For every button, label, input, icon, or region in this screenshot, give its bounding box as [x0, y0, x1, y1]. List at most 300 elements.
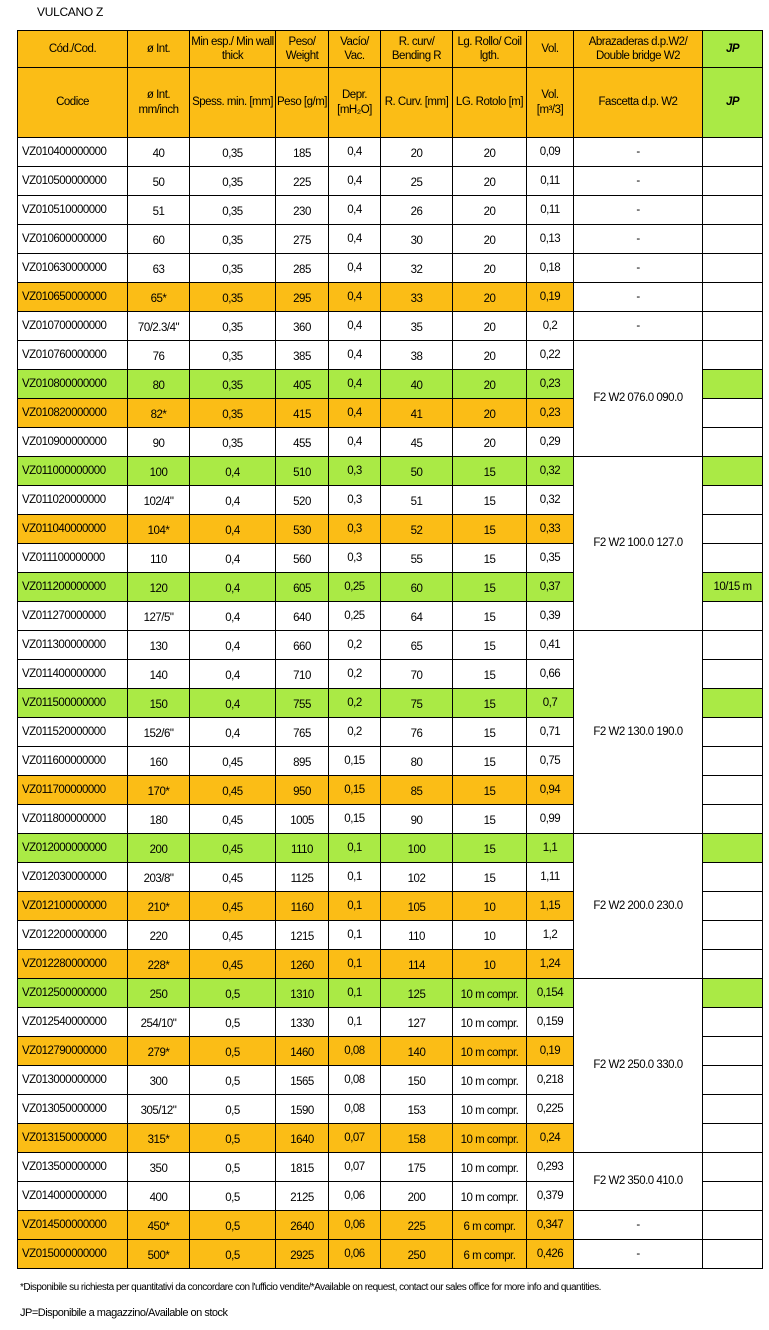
cell-volume: 1,15 [527, 892, 574, 921]
cell-thickness: 0,35 [190, 254, 276, 283]
footnote-jp: JP=Disponibile a magazzino/Available on stock [20, 1307, 228, 1319]
cell-jp [703, 1037, 763, 1066]
cell-thickness: 0,4 [190, 486, 276, 515]
table-row [18, 283, 763, 312]
cell-thickness: 0,4 [190, 573, 276, 602]
cell-thickness: 0,45 [190, 776, 276, 805]
cell-coil-length: 15 [453, 776, 527, 805]
cell-diameter: 450* [128, 1211, 190, 1240]
cell-jp [703, 428, 763, 457]
header-jp-secondary: JP [703, 68, 763, 138]
cell-jp [703, 1153, 763, 1182]
cell-weight: 605 [276, 573, 329, 602]
table-row [18, 1211, 763, 1240]
cell-volume: 0,75 [527, 747, 574, 776]
cell-volume: 0,94 [527, 776, 574, 805]
cell-diameter: 220 [128, 921, 190, 950]
cell-code: VZ011400000000 [18, 660, 128, 689]
cell-coil-length: 6 m compr. [453, 1240, 527, 1269]
product-spec-table [17, 30, 763, 1269]
cell-jp [703, 196, 763, 225]
cell-jp [703, 225, 763, 254]
cell-bending-radius: 158 [381, 1124, 453, 1153]
cell-coil-length: 15 [453, 718, 527, 747]
cell-vacuum: 0,07 [329, 1153, 381, 1182]
cell-thickness: 0,35 [190, 370, 276, 399]
cell-thickness: 0,4 [190, 544, 276, 573]
cell-coil-length: 20 [453, 254, 527, 283]
cell-code: VZ010800000000 [18, 370, 128, 399]
cell-jp [703, 457, 763, 486]
cell-weight: 1640 [276, 1124, 329, 1153]
cell-weight: 1565 [276, 1066, 329, 1095]
cell-vacuum: 0,4 [329, 167, 381, 196]
table-row [18, 631, 763, 660]
cell-diameter: 305/12" [128, 1095, 190, 1124]
cell-thickness: 0,5 [190, 979, 276, 1008]
cell-diameter: 60 [128, 225, 190, 254]
header-weight: Peso/ Weight [276, 31, 329, 68]
cell-bending-radius: 100 [381, 834, 453, 863]
cell-thickness: 0,45 [190, 921, 276, 950]
cell-volume: 0,35 [527, 544, 574, 573]
cell-bending-radius: 41 [381, 399, 453, 428]
cell-jp [703, 602, 763, 631]
cell-thickness: 0,35 [190, 225, 276, 254]
cell-bending-radius: 153 [381, 1095, 453, 1124]
cell-code: VZ014000000000 [18, 1182, 128, 1211]
cell-volume: 0,293 [527, 1153, 574, 1182]
cell-coil-length: 10 m compr. [453, 1095, 527, 1124]
cell-weight: 660 [276, 631, 329, 660]
cell-code: VZ011020000000 [18, 486, 128, 515]
cell-volume: 0,225 [527, 1095, 574, 1124]
cell-diameter: 180 [128, 805, 190, 834]
cell-diameter: 120 [128, 573, 190, 602]
header-diameter: ø Int. [128, 31, 190, 68]
cell-weight: 455 [276, 428, 329, 457]
cell-bending-radius: 45 [381, 428, 453, 457]
cell-vacuum: 0,4 [329, 283, 381, 312]
header-radius-unit: R. Curv. [mm] [381, 68, 453, 138]
cell-thickness: 0,35 [190, 312, 276, 341]
cell-diameter: 51 [128, 196, 190, 225]
cell-diameter: 254/10" [128, 1008, 190, 1037]
cell-vacuum: 0,15 [329, 747, 381, 776]
table-row [18, 834, 763, 863]
cell-coil-length: 15 [453, 747, 527, 776]
cell-diameter: 70/2.3/4" [128, 312, 190, 341]
cell-weight: 1260 [276, 950, 329, 979]
cell-coil-length: 10 m compr. [453, 1153, 527, 1182]
cell-code: VZ011520000000 [18, 718, 128, 747]
table-row [18, 1153, 763, 1182]
cell-volume: 0,154 [527, 979, 574, 1008]
table-row [18, 979, 763, 1008]
header-clamp: Abrazaderas d.p.W2/ Double bridge W2 [574, 31, 703, 68]
cell-vacuum: 0,2 [329, 689, 381, 718]
header-thickness-unit: Spess. min. [mm] [190, 68, 276, 138]
cell-diameter: 63 [128, 254, 190, 283]
cell-vacuum: 0,3 [329, 486, 381, 515]
cell-clamp-group: F2 W2 100.0 127.0 [574, 457, 703, 631]
cell-weight: 275 [276, 225, 329, 254]
cell-weight: 530 [276, 515, 329, 544]
cell-diameter: 82* [128, 399, 190, 428]
cell-code: VZ012030000000 [18, 863, 128, 892]
cell-jp [703, 660, 763, 689]
cell-vacuum: 0,3 [329, 457, 381, 486]
cell-coil-length: 15 [453, 573, 527, 602]
cell-weight: 1005 [276, 805, 329, 834]
cell-volume: 0,7 [527, 689, 574, 718]
cell-volume: 0,29 [527, 428, 574, 457]
header-row-primary [18, 31, 763, 68]
cell-code: VZ012280000000 [18, 950, 128, 979]
cell-clamp-group: F2 W2 350.0 410.0 [574, 1153, 703, 1211]
cell-vacuum: 0,1 [329, 979, 381, 1008]
cell-diameter: 228* [128, 950, 190, 979]
cell-diameter: 152/6" [128, 718, 190, 747]
cell-bending-radius: 33 [381, 283, 453, 312]
cell-weight: 755 [276, 689, 329, 718]
cell-bending-radius: 125 [381, 979, 453, 1008]
cell-jp [703, 805, 763, 834]
cell-vacuum: 0,1 [329, 892, 381, 921]
cell-volume: 0,347 [527, 1211, 574, 1240]
cell-coil-length: 15 [453, 486, 527, 515]
cell-bending-radius: 30 [381, 225, 453, 254]
cell-bending-radius: 110 [381, 921, 453, 950]
cell-volume: 0,37 [527, 573, 574, 602]
cell-thickness: 0,35 [190, 138, 276, 167]
cell-jp [703, 1095, 763, 1124]
cell-bending-radius: 26 [381, 196, 453, 225]
cell-weight: 1460 [276, 1037, 329, 1066]
cell-coil-length: 10 m compr. [453, 1124, 527, 1153]
cell-code: VZ011800000000 [18, 805, 128, 834]
cell-thickness: 0,5 [190, 1182, 276, 1211]
cell-diameter: 279* [128, 1037, 190, 1066]
cell-weight: 385 [276, 341, 329, 370]
cell-jp [703, 689, 763, 718]
cell-diameter: 127/5" [128, 602, 190, 631]
cell-diameter: 130 [128, 631, 190, 660]
cell-jp [703, 921, 763, 950]
table-row [18, 1240, 763, 1269]
cell-jp: 10/15 m [703, 573, 763, 602]
cell-vacuum: 0,1 [329, 834, 381, 863]
cell-vacuum: 0,1 [329, 950, 381, 979]
cell-volume: 0,19 [527, 1037, 574, 1066]
cell-volume: 0,18 [527, 254, 574, 283]
cell-vacuum: 0,1 [329, 1008, 381, 1037]
table-body [18, 138, 763, 1269]
cell-code: VZ012100000000 [18, 892, 128, 921]
cell-jp [703, 776, 763, 805]
cell-diameter: 90 [128, 428, 190, 457]
cell-bending-radius: 55 [381, 544, 453, 573]
cell-weight: 1330 [276, 1008, 329, 1037]
cell-code: VZ012540000000 [18, 1008, 128, 1037]
cell-coil-length: 15 [453, 805, 527, 834]
cell-code: VZ011500000000 [18, 689, 128, 718]
cell-code: VZ010400000000 [18, 138, 128, 167]
header-fascetta: Fascetta d.p. W2 [574, 68, 703, 138]
cell-bending-radius: 32 [381, 254, 453, 283]
header-diameter-unit: ø Int. mm/inch [128, 68, 190, 138]
cell-diameter: 150 [128, 689, 190, 718]
cell-diameter: 350 [128, 1153, 190, 1182]
cell-diameter: 400 [128, 1182, 190, 1211]
cell-coil-length: 15 [453, 660, 527, 689]
cell-thickness: 0,4 [190, 718, 276, 747]
cell-thickness: 0,35 [190, 341, 276, 370]
cell-thickness: 0,4 [190, 515, 276, 544]
cell-weight: 765 [276, 718, 329, 747]
cell-coil-length: 20 [453, 167, 527, 196]
cell-coil-length: 10 m compr. [453, 1037, 527, 1066]
cell-volume: 0,23 [527, 399, 574, 428]
cell-coil-length: 10 m compr. [453, 1008, 527, 1037]
cell-thickness: 0,35 [190, 167, 276, 196]
table-row [18, 254, 763, 283]
header-volume-unit: Vol. [m³/3] [527, 68, 574, 138]
cell-volume: 0,24 [527, 1124, 574, 1153]
cell-bending-radius: 40 [381, 370, 453, 399]
cell-weight: 295 [276, 283, 329, 312]
header-length-unit: LG. Rotolo [m] [453, 68, 527, 138]
cell-vacuum: 0,06 [329, 1240, 381, 1269]
cell-thickness: 0,45 [190, 834, 276, 863]
cell-coil-length: 10 [453, 950, 527, 979]
cell-code: VZ011700000000 [18, 776, 128, 805]
cell-volume: 0,71 [527, 718, 574, 747]
cell-vacuum: 0,15 [329, 776, 381, 805]
cell-code: VZ012500000000 [18, 979, 128, 1008]
table-row [18, 167, 763, 196]
cell-diameter: 500* [128, 1240, 190, 1269]
cell-bending-radius: 38 [381, 341, 453, 370]
cell-thickness: 0,4 [190, 457, 276, 486]
cell-vacuum: 0,15 [329, 805, 381, 834]
cell-volume: 0,13 [527, 225, 574, 254]
cell-volume: 0,426 [527, 1240, 574, 1269]
cell-diameter: 100 [128, 457, 190, 486]
cell-code: VZ011040000000 [18, 515, 128, 544]
cell-weight: 710 [276, 660, 329, 689]
cell-volume: 0,41 [527, 631, 574, 660]
cell-vacuum: 0,4 [329, 428, 381, 457]
cell-code: VZ010600000000 [18, 225, 128, 254]
cell-diameter: 80 [128, 370, 190, 399]
cell-thickness: 0,5 [190, 1124, 276, 1153]
cell-thickness: 0,4 [190, 689, 276, 718]
cell-weight: 560 [276, 544, 329, 573]
cell-volume: 0,66 [527, 660, 574, 689]
cell-clamp-group: F2 W2 130.0 190.0 [574, 631, 703, 834]
cell-bending-radius: 90 [381, 805, 453, 834]
cell-coil-length: 10 [453, 892, 527, 921]
cell-volume: 1,11 [527, 863, 574, 892]
cell-weight: 1310 [276, 979, 329, 1008]
cell-diameter: 300 [128, 1066, 190, 1095]
cell-code: VZ015000000000 [18, 1240, 128, 1269]
cell-volume: 0,379 [527, 1182, 574, 1211]
cell-vacuum: 0,06 [329, 1211, 381, 1240]
cell-coil-length: 20 [453, 138, 527, 167]
cell-clamp: - [574, 1211, 703, 1240]
cell-thickness: 0,35 [190, 428, 276, 457]
table-row [18, 138, 763, 167]
cell-coil-length: 20 [453, 399, 527, 428]
cell-volume: 0,32 [527, 457, 574, 486]
cell-diameter: 160 [128, 747, 190, 776]
cell-vacuum: 0,2 [329, 718, 381, 747]
cell-vacuum: 0,1 [329, 921, 381, 950]
header-vacuum: Vacío/ Vac. [329, 31, 381, 68]
cell-weight: 520 [276, 486, 329, 515]
cell-volume: 0,159 [527, 1008, 574, 1037]
cell-vacuum: 0,3 [329, 515, 381, 544]
cell-bending-radius: 51 [381, 486, 453, 515]
cell-jp [703, 631, 763, 660]
cell-clamp: - [574, 312, 703, 341]
cell-vacuum: 0,4 [329, 196, 381, 225]
header-coil-length: Lg. Rollo/ Coil lgth. [453, 31, 527, 68]
cell-jp [703, 312, 763, 341]
cell-jp [703, 834, 763, 863]
cell-coil-length: 20 [453, 283, 527, 312]
table-row [18, 341, 763, 370]
cell-volume: 0,09 [527, 138, 574, 167]
cell-bending-radius: 200 [381, 1182, 453, 1211]
cell-thickness: 0,5 [190, 1066, 276, 1095]
cell-diameter: 76 [128, 341, 190, 370]
cell-jp [703, 979, 763, 1008]
cell-code: VZ012790000000 [18, 1037, 128, 1066]
cell-diameter: 40 [128, 138, 190, 167]
cell-vacuum: 0,3 [329, 544, 381, 573]
cell-thickness: 0,4 [190, 660, 276, 689]
cell-diameter: 140 [128, 660, 190, 689]
cell-volume: 0,33 [527, 515, 574, 544]
cell-bending-radius: 75 [381, 689, 453, 718]
cell-jp [703, 399, 763, 428]
cell-code: VZ011270000000 [18, 602, 128, 631]
cell-vacuum: 0,08 [329, 1066, 381, 1095]
cell-jp [703, 1066, 763, 1095]
cell-weight: 285 [276, 254, 329, 283]
cell-bending-radius: 102 [381, 863, 453, 892]
cell-jp [703, 1240, 763, 1269]
cell-bending-radius: 50 [381, 457, 453, 486]
cell-bending-radius: 20 [381, 138, 453, 167]
cell-coil-length: 15 [453, 457, 527, 486]
cell-bending-radius: 175 [381, 1153, 453, 1182]
cell-clamp: - [574, 1240, 703, 1269]
cell-bending-radius: 25 [381, 167, 453, 196]
cell-vacuum: 0,06 [329, 1182, 381, 1211]
cell-code: VZ012200000000 [18, 921, 128, 950]
cell-bending-radius: 70 [381, 660, 453, 689]
cell-volume: 1,2 [527, 921, 574, 950]
cell-jp [703, 718, 763, 747]
cell-coil-length: 15 [453, 834, 527, 863]
cell-jp [703, 747, 763, 776]
cell-vacuum: 0,4 [329, 312, 381, 341]
cell-volume: 1,24 [527, 950, 574, 979]
cell-volume: 1,1 [527, 834, 574, 863]
cell-coil-length: 10 m compr. [453, 1066, 527, 1095]
cell-diameter: 102/4" [128, 486, 190, 515]
cell-vacuum: 0,25 [329, 573, 381, 602]
cell-bending-radius: 105 [381, 892, 453, 921]
cell-thickness: 0,4 [190, 602, 276, 631]
cell-bending-radius: 127 [381, 1008, 453, 1037]
cell-volume: 0,19 [527, 283, 574, 312]
cell-code: VZ010820000000 [18, 399, 128, 428]
cell-vacuum: 0,2 [329, 660, 381, 689]
cell-bending-radius: 76 [381, 718, 453, 747]
cell-bending-radius: 150 [381, 1066, 453, 1095]
cell-coil-length: 20 [453, 196, 527, 225]
cell-coil-length: 15 [453, 631, 527, 660]
cell-vacuum: 0,4 [329, 254, 381, 283]
cell-code: VZ013000000000 [18, 1066, 128, 1095]
cell-coil-length: 20 [453, 225, 527, 254]
cell-volume: 0,22 [527, 341, 574, 370]
cell-code: VZ011600000000 [18, 747, 128, 776]
cell-thickness: 0,5 [190, 1153, 276, 1182]
cell-code: VZ011300000000 [18, 631, 128, 660]
header-code: Cód./Cod. [18, 31, 128, 68]
cell-coil-length: 15 [453, 544, 527, 573]
cell-code: VZ013050000000 [18, 1095, 128, 1124]
cell-clamp-group: F2 W2 076.0 090.0 [574, 341, 703, 457]
cell-code: VZ011000000000 [18, 457, 128, 486]
cell-bending-radius: 140 [381, 1037, 453, 1066]
cell-weight: 1125 [276, 863, 329, 892]
cell-vacuum: 0,4 [329, 370, 381, 399]
cell-weight: 1110 [276, 834, 329, 863]
cell-diameter: 170* [128, 776, 190, 805]
table-row [18, 225, 763, 254]
cell-volume: 0,11 [527, 196, 574, 225]
cell-diameter: 315* [128, 1124, 190, 1153]
cell-vacuum: 0,4 [329, 399, 381, 428]
cell-weight: 510 [276, 457, 329, 486]
cell-coil-length: 20 [453, 428, 527, 457]
cell-weight: 185 [276, 138, 329, 167]
cell-vacuum: 0,1 [329, 863, 381, 892]
cell-coil-length: 15 [453, 689, 527, 718]
cell-weight: 1590 [276, 1095, 329, 1124]
cell-diameter: 110 [128, 544, 190, 573]
header-jp: JP [703, 31, 763, 68]
cell-jp [703, 1124, 763, 1153]
cell-clamp: - [574, 196, 703, 225]
cell-bending-radius: 64 [381, 602, 453, 631]
header-weight-unit: Peso [g/m] [276, 68, 329, 138]
cell-coil-length: 6 m compr. [453, 1211, 527, 1240]
cell-jp [703, 167, 763, 196]
header-volume: Vol. [527, 31, 574, 68]
cell-thickness: 0,4 [190, 631, 276, 660]
cell-code: VZ010630000000 [18, 254, 128, 283]
cell-clamp-group: F2 W2 250.0 330.0 [574, 979, 703, 1153]
cell-vacuum: 0,4 [329, 225, 381, 254]
